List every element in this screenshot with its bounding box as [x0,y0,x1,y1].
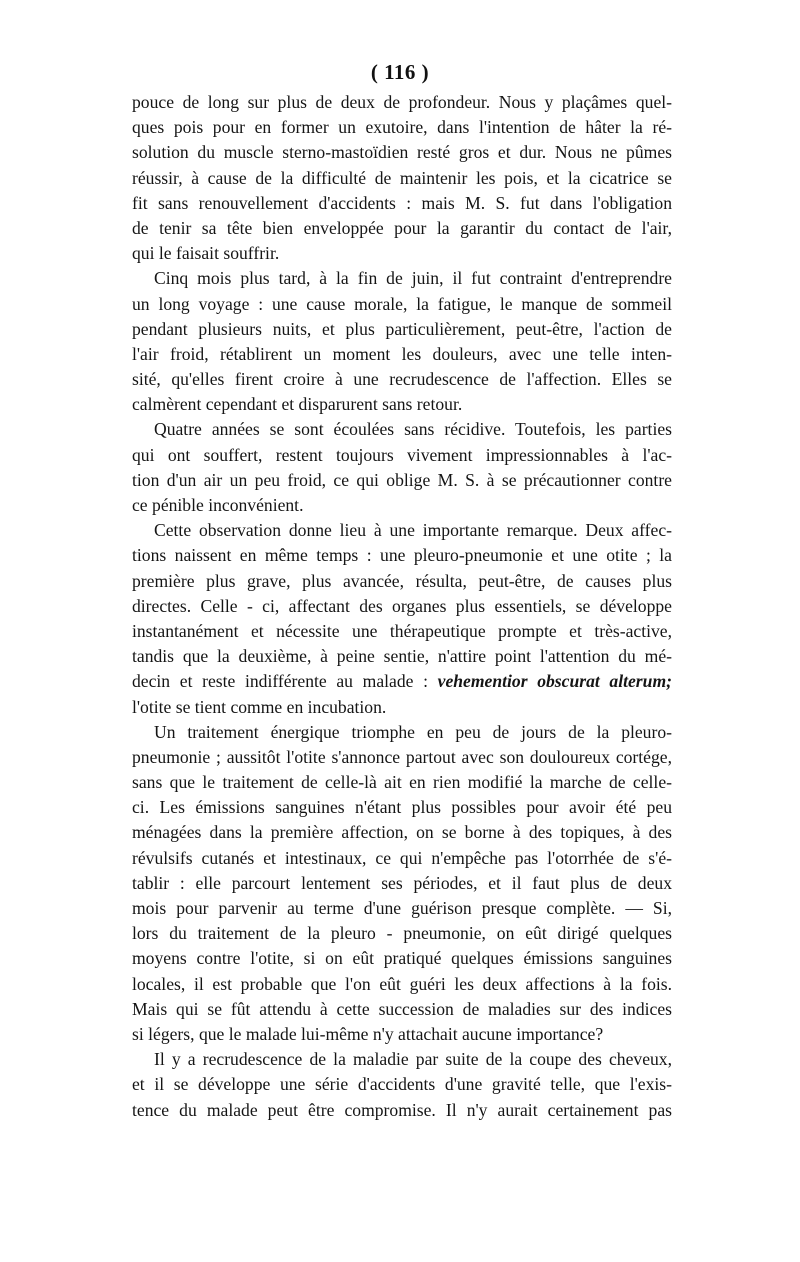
line-text: Un traitement énergique triomphe en peu de jours de la pleuro- [154,721,672,742]
text-line [132,191,672,216]
line-text: pouce de long sur plus de deux de profondeur. Nous y plaçâmes quel- [132,92,672,112]
line-text: tions naissent en même temps : une pleuro-pneumonie et une otite ; la [132,545,672,566]
text-line [132,669,672,694]
line-text: ce pénible inconvénient. [132,495,304,515]
line-text: l'otite se tient comme en incubation. [132,696,387,717]
text-line [132,1072,672,1097]
text-line [132,594,672,619]
text-line [132,619,672,644]
text-line [132,266,672,291]
line-text: un long voyage : une cause morale, la fatigue, le manque de sommeil [132,293,672,314]
line-text: pendant plusieurs nuits, et plus particulièrement, peut-être, l'action de [132,318,672,339]
text-line [132,317,672,342]
latin-quotation: vehementior obscurat alterum; [437,671,672,692]
line-text: pneumonie ; aussitôt l'otite s'annonce partout avec son douloureux cortége, [132,746,672,767]
line-text: solution du muscle sterno-mastoïdien resté gros et dur. Nous ne pûmes [132,142,672,163]
text-line [132,644,672,669]
paragraph [132,266,672,417]
text-line [132,367,672,392]
line-text: calmèrent cependant et disparurent sans retour. [132,394,463,415]
line-text: tandis que la deuxième, à peine sentie, n'attire point l'attention du mé- [132,646,672,667]
text-line [132,720,672,745]
line-text: tablir : elle parcourt lentement ses périodes, et il faut plus de deux [132,872,672,893]
text-line [132,695,672,720]
line-text: mois pour parvenir au terme d'une guérison presque complète. — Si, [132,898,672,918]
paragraph [132,1047,672,1123]
text-line [132,871,672,896]
paragraph [132,417,672,518]
line-text: réussir, à cause de la difficulté de maintenir les pois, et la cicatrice se [132,167,672,188]
text-line [132,1022,672,1047]
line-text: et il se développe une série d'accidents d'une gravité telle, que l'exis- [132,1074,672,1095]
text-line [132,216,672,241]
line-text: fit sans renouvellement d'accidents : mais M. S. fut dans l'obligation [132,192,672,213]
line-text: qui ont souffert, restent toujours vivement impressionnables à l'ac- [132,444,672,465]
text-line [132,493,672,518]
line-text: Cette observation donne lieu à une importante remarque. Deux affec- [154,520,672,541]
line-text: tion d'un air un peu froid, ce qui oblige M. S. à se précautionner contre [132,469,672,490]
text-line [132,946,672,971]
text-line [132,417,672,442]
line-text: première plus grave, plus avancée, résulta, peut-être, de causes plus [132,570,672,591]
line-text: l'air froid, rétablirent un moment les douleurs, avec une telle inten- [132,343,672,364]
line-text: directes. Celle - ci, affectant des organes plus essentiels, se développe [132,595,672,616]
text-line [132,770,672,795]
line-text: ménagées dans la première affection, on se borne à des topiques, à des [132,822,672,843]
text-line [132,997,672,1022]
text-line [132,820,672,845]
text-line [132,745,672,770]
line-text: Quatre années se sont écoulées sans récidive. Toutefois, les parties [154,419,672,440]
line-text: moyens contre l'otite, si on eût pratiqué quelques émissions sanguines [132,948,672,969]
text-line [132,166,672,191]
line-text: ci. Les émissions sanguines n'étant plus possibles pour avoir été peu [132,797,672,818]
line-text: ques pois pour en former un exutoire, dans l'intention de hâter la ré- [132,117,672,138]
text-line [132,846,672,871]
line-text: Cinq mois plus tard, à la fin de juin, il fut contraint d'entreprendre [154,268,672,289]
line-text: lors du traitement de la pleuro - pneumonie, on eût dirigé quelques [132,923,672,944]
text-line [132,543,672,568]
text-line [132,921,672,946]
paragraph [132,720,672,1047]
line-text: instantanément et nécessite une thérapeutique prompte et très-active, [132,620,672,641]
page-number: ( 116 ) [370,60,430,84]
text-line [132,1098,672,1123]
text-line [132,90,672,115]
line-text: sité, qu'elles firent croire à une recrudescence de l'affection. Elles se [132,369,672,390]
text-line [132,972,672,997]
line-text: locales, il est probable que l'on eût guéri les deux affections à la fois. [132,973,672,994]
text-line [132,443,672,468]
text-line [132,392,672,417]
line-text: decin et reste indifférente au malade : [132,671,428,692]
line-text: tence du malade peut être compromise. Il n'y aurait certainement pas [132,1099,672,1120]
line-text: Il y a recrudescence de la maladie par suite de la coupe des cheveux, [154,1049,672,1070]
paragraph [132,90,672,266]
text-line [132,115,672,140]
text-line [132,896,672,921]
text-line [132,569,672,594]
line-text: de tenir sa tête bien enveloppée pour la garantir du contact de l'air, [132,217,672,238]
line-text: révulsifs cutanés et intestinaux, ce qui n'empêche pas l'otorrhée de s'é- [132,847,672,868]
body-text [132,90,672,1123]
text-line [132,1047,672,1072]
text-line [132,518,672,543]
line-text: Mais qui se fût attendu à cette succession de maladies sur des indices [132,998,672,1019]
line-text: si légers, que le malade lui-même n'y attachait aucune importance? [132,1023,604,1044]
text-line [132,140,672,165]
line-text: qui le faisait souffrir. [132,243,280,264]
text-line [132,241,672,266]
text-line [132,292,672,317]
text-line [132,342,672,367]
line-text: sans que le traitement de celle-là ait en rien modifié la marche de celle- [132,772,672,793]
text-line [132,795,672,820]
text-line [132,468,672,493]
paragraph [132,518,672,720]
